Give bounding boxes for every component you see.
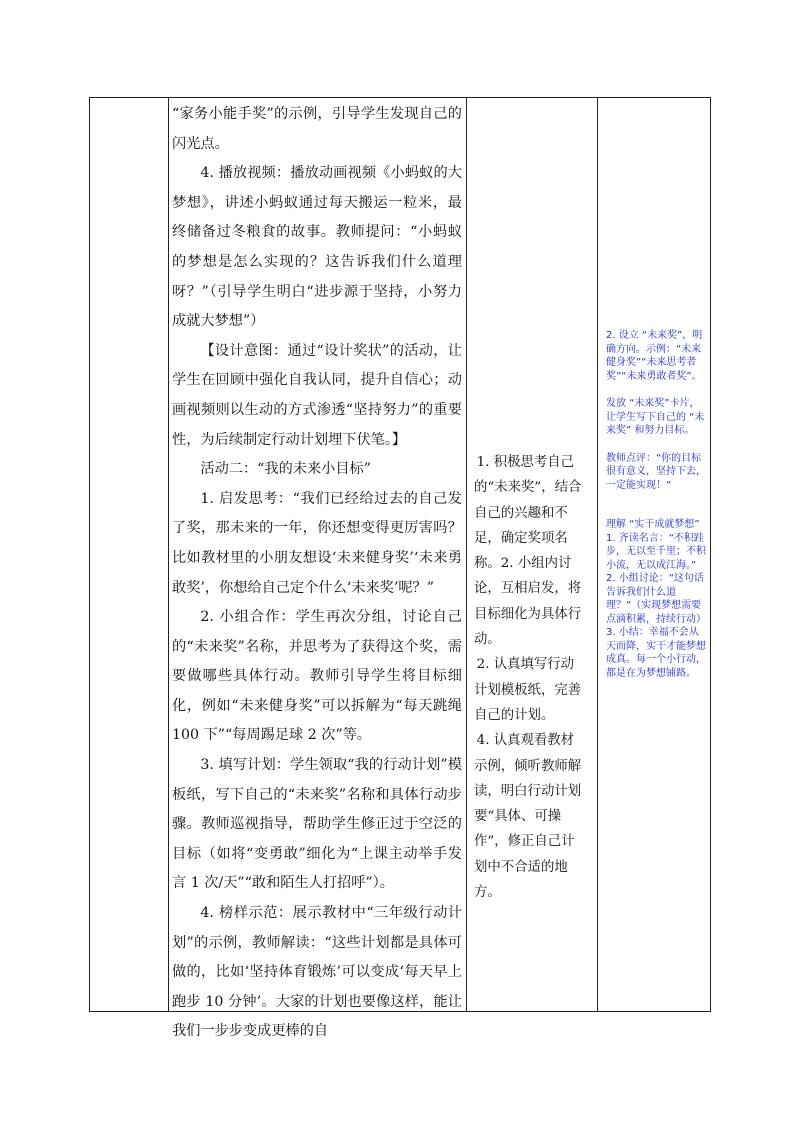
student-activity-column: [474, 450, 582, 905]
main-paragraph-2: 4. 播放视频：播放动画视频《小蚂蚁的大梦想》，讲述小蚂蚁通过每天搬运一粒米，最终储备过冬粮食的故事。教师提问：“小蚂蚁的梦想是怎么实现的？这告诉我们什么道理呀？”（引导学生明白“进步源于坚持，小努力成就大梦想”）: [172, 165, 462, 330]
note-paragraph-6: 2. 小组讨论：“这句话告诉我们什么道理？”（实现梦想需要点滴积累，持续行动）: [606, 573, 706, 625]
column-divider-1: [168, 98, 169, 1011]
note-paragraph-7: 3. 小结：幸福不会从天而降，实干才能梦想成真。每一个小行动，都是在为梦想铺路。: [606, 627, 706, 679]
main-paragraph-8: 4. 榜样示范：展示教材中“三年级行动计划”的示例，教师解读：“这些计划都是具体可做的，比如‘坚持体育锻炼’可以变成‘每天早上跑步 10 分钟’。大家的计划也要像这样，能让我们一步步变成更棒的自: [172, 905, 462, 1040]
student-paragraph-3: 4. 认真观看教材示例，倾听教师解读，明白行动计划要“具体、可操作”，修正自己计划中不合适的地方。: [474, 733, 582, 901]
main-paragraph-3: 【设计意图：通过“设计奖状”的活动，让学生在回顾中强化自我认同，提升自信心；动画视频则以生动的方式渗透“坚持努力”的重要性，为后续制定行动计划埋下伏笔。】: [172, 342, 462, 448]
note-paragraph-1: 2. 设立 “未来奖”，明确方向。示例：“未来健身奖”“未来思考者奖”“未来勇敢者奖”。: [606, 330, 703, 382]
note-paragraph-5: 1. 齐读名言：“不积跬步，无以至千里；不积小流，无以成江海。”: [606, 532, 706, 571]
student-paragraph-2: 2. 认真填写行动计划模板纸，完善自己的计划。: [474, 657, 582, 723]
main-paragraph-7: 3. 填写计划：学生领取“我的行动计划”模板纸，写下自己的“未来奖”名称和具体行动步骤。教师巡视指导，帮助学生修正过于空泛的目标（如将“变勇敢”细化为“上课主动举手发言 1 次/天”“敢和陌生人打招呼”）。: [172, 757, 462, 892]
teacher-activity-column: [172, 100, 462, 1047]
column-divider-2: [466, 98, 467, 1011]
note-paragraph-4: 理解 “实干成就梦想”: [606, 519, 700, 530]
lesson-plan-table: [89, 97, 711, 1040]
column-divider-3: [597, 98, 598, 1011]
note-paragraph-3: 教师点评：“你的目标很有意义，坚持下去，一定能实现！”: [606, 452, 706, 491]
main-paragraph-5: 1. 启发思考：“我们已经给过去的自己发了奖，那未来的一年，你还想变得更厉害吗？比如教材里的小朋友想设‘未来健身奖’‘未来勇敢奖’，你想给自己定个什么‘未来奖’呢？”: [172, 490, 462, 596]
main-paragraph-4: 活动二：“我的未来小目标”: [200, 461, 371, 478]
note-paragraph-2: 发放 “未来奖”卡片，让学生写下自己的 “未来奖” 和努力目标。: [606, 398, 705, 436]
main-paragraph-6: 2. 小组合作：学生再次分组，讨论自己的“未来奖”名称，并思考为了获得这个奖，需要做哪些具体行动。教师引导学生将目标细化，例如“未来健身奖”可以拆解为“每天跳绳 100 下”“每周踢足球 2 次”等。: [172, 609, 462, 744]
design-notes-column: [606, 329, 706, 680]
main-paragraph-1: “家务小能手奖”的示例，引导学生发现自己的闪光点。: [172, 106, 462, 152]
student-paragraph-1: 1. 积极思考自己的“未来奖”，结合自己的兴趣和不足，确定奖项名称。2. 小组内讨论，互相启发，将目标细化为具体行动。: [474, 455, 582, 648]
